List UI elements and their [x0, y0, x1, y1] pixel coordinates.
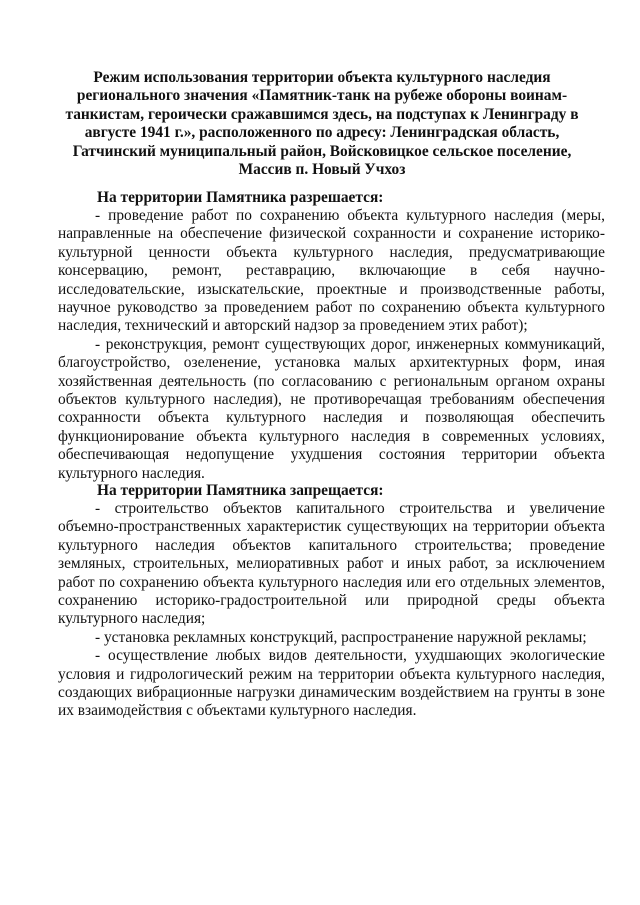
prohibited-item-advertising: - установка рекламных конструкций, распространение наружной рекламы;	[95, 628, 587, 646]
prohibited-item-construction: - строительство объектов капитального строительства и увеличение объемно-пространственных характеристик существующих на территории объекта культурного наследия объектов капитального строительства; проведение земляных, строительных, мелиоративных работ и иных работ, за исключением работ по сохранению объекта культурного наследия или его отдельных элементов, сохранению историко-градостроительной или природной среды объекта культурного наследия;	[58, 500, 605, 628]
prohibited-item-ecology: - осуществление любых видов деятельности, ухудшающих экологические условия и гидрологический режим на территории объекта культурного наследия, создающих вибрационные нагрузки динамическим воздействием на грунты в зоне их взаимодействия с объектами культурного наследия.	[58, 647, 605, 720]
document-title: Режим использования территории объекта культурного наследия регионального значения «Памятник-танк на рубеже обороны воинам-танкистам, героически сражавшимся здесь, на подступах к Ленинграду в августе 1941 г.», расположенного по адресу: Ленинградская область, Гатчинский муниципальный район, Войсковицкое сельское поселение, Массив п. Новый Учхоз	[65, 69, 579, 179]
allowed-item-reconstruction: - реконструкция, ремонт существующих дорог, инженерных коммуникаций, благоустройство, озеленение, установка малых архитектурных форм, иная хозяйственная деятельность (по согласованию с региональным органом охраны объектов культурного наследия), не противоречащая требованиям обеспечения сохранности объекта культурного наследия и позволяющая обеспечить функционирование объекта культурного наследия в современных условиях, обеспечивающая недопущение ухудшения состояния территории объекта культурного наследия.	[58, 335, 605, 482]
allowed-heading: На территории Памятника разрешается:	[97, 189, 384, 206]
prohibited-heading: На территории Памятника запрещается:	[97, 482, 384, 499]
allowed-item-conservation: - проведение работ по сохранению объекта культурного наследия (меры, направленные на обеспечение физической сохранности и сохранение историко-культурной ценности объекта культурного наследия, предусматривающие консервацию, ремонт, реставрацию, включающие в себя научно-исследовательские, изыскательские, проектные и производственные работы, научное руководство за проведением работ по сохранению объекта культурного наследия, технический и авторский надзор за проведением этих работ);	[58, 207, 605, 335]
prohibited-list	[58, 500, 605, 721]
allowed-list	[58, 207, 605, 483]
